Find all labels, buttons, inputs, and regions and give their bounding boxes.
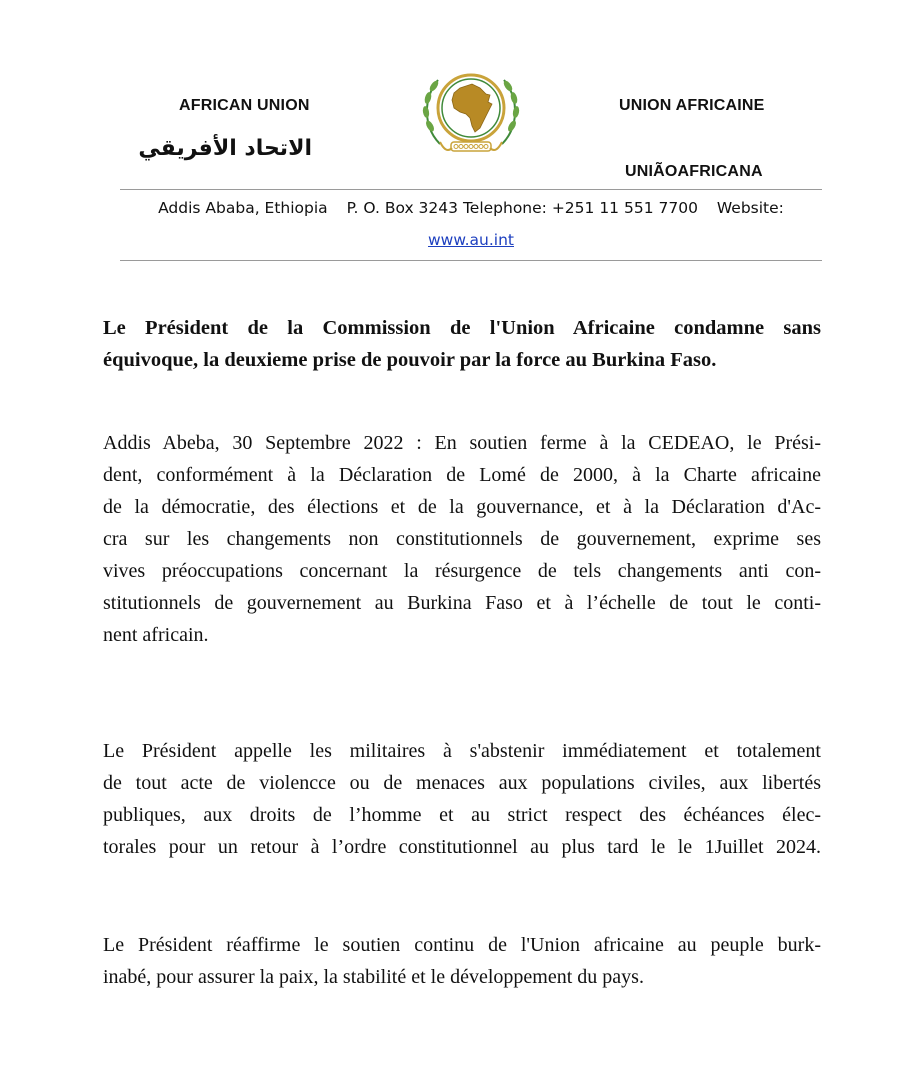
- paragraph-line: Le Président réaffirme le soutien continu de l'Union africaine au peuple burk-: [103, 934, 821, 956]
- paragraph-line: inabé, pour assurer la paix, la stabilité et le développement du pays.: [103, 966, 644, 988]
- paragraph-line: nent africain.: [103, 624, 209, 646]
- paragraph-line: vives préoccupations concernant la résurgence de tels changements anti con-: [103, 560, 821, 582]
- website-link[interactable]: www.au.int: [428, 231, 514, 249]
- website-line: [120, 231, 822, 249]
- paragraph-line: dent, conformément à la Déclaration de Lomé de 2000, à la Charte africaine: [103, 464, 821, 486]
- website-label: Website:: [716, 199, 784, 217]
- body-paragraph-3: [103, 929, 821, 993]
- org-name-arabic: الاتحاد الأفريقي: [138, 136, 312, 161]
- org-name-french: UNION AFRICAINE: [619, 97, 765, 114]
- paragraph-line: stitutionnels de gouvernement au Burkina Faso et à l’échelle de tout le conti-: [103, 592, 821, 614]
- headline-line: Le Président de la Commission de l'Union Africaine condamne sans: [103, 317, 821, 339]
- body-paragraph-1: [103, 427, 821, 651]
- telephone: Telephone: +251 11 551 7700: [462, 199, 698, 217]
- header-divider-top: [120, 189, 822, 190]
- paragraph-line: de tout acte de violencce ou de menaces aux populations civiles, aux libertés: [103, 772, 821, 794]
- paragraph-line: Addis Abeba, 30 Septembre 2022 : En soutien ferme à la CEDEAO, le Prési-: [103, 432, 821, 454]
- paragraph-line: Le Président appelle les militaires à s'abstenir immédiatement et totalement: [103, 740, 821, 762]
- paragraph-line: de la démocratie, des élections et de la gouvernance, et à la Déclaration d'Ac-: [103, 496, 821, 518]
- body-paragraph-2: [103, 735, 821, 863]
- org-name-portuguese: UNIÃOAFRICANA: [625, 163, 763, 180]
- contact-line: [120, 199, 822, 217]
- header-divider-bottom: [120, 260, 822, 261]
- african-union-emblem-icon: [418, 64, 524, 160]
- paragraph-line: cra sur les changements non constitutionnels de gouvernement, exprime ses: [103, 528, 821, 550]
- po-box: P. O. Box 3243: [346, 199, 459, 217]
- address: Addis Ababa, Ethiopia: [158, 199, 328, 217]
- org-name-english: AFRICAN UNION: [179, 97, 310, 114]
- paragraph-line: torales pour un retour à l’ordre constitutionnel au plus tard le le 1Juillet 2024.: [103, 836, 821, 858]
- press-release-headline: [103, 312, 821, 376]
- headline-line: équivoque, la deuxieme prise de pouvoir par la force au Burkina Faso.: [103, 349, 717, 371]
- paragraph-line: publiques, aux droits de l’homme et au strict respect des échéances élec-: [103, 804, 821, 826]
